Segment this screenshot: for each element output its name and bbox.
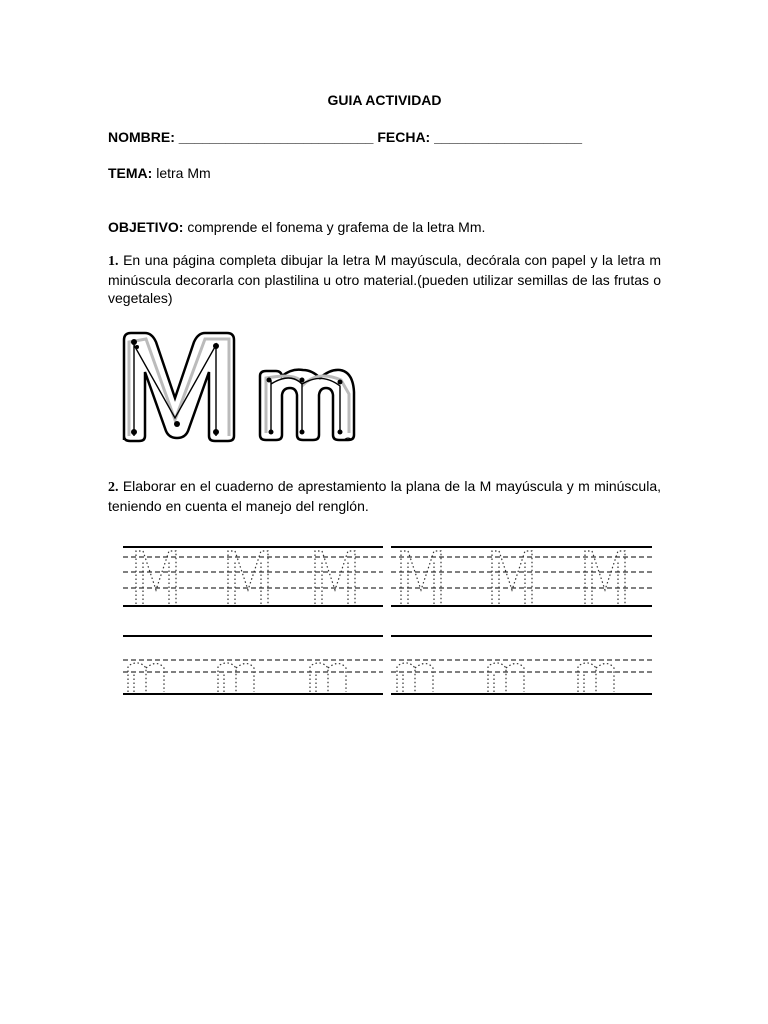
nombre-blank: _________________________ (178, 129, 374, 145)
objetivo-line (108, 218, 661, 236)
uppercase-trace-letter (136, 551, 176, 604)
item-2 (108, 477, 661, 515)
item-1 (108, 251, 661, 307)
tema-line (108, 164, 661, 182)
lowercase-m-outline (260, 370, 354, 440)
lowercase-m-dots (267, 378, 353, 441)
item-2-number: 2. (108, 480, 119, 495)
fecha-blank: ___________________ (434, 129, 583, 145)
uppercase-trace-letters (136, 551, 625, 604)
uppercase-m-outline (124, 333, 234, 441)
tema-label: TEMA: (108, 165, 153, 181)
lowercase-trace-letter (310, 663, 346, 692)
uppercase-trace-letter (585, 551, 625, 604)
tema-value: letra Mm (156, 165, 211, 181)
uppercase-practice-row (123, 547, 652, 606)
nombre-label: NOMBRE: (108, 129, 175, 145)
uppercase-trace-letter (228, 551, 268, 604)
objetivo-label: OBJETIVO: (108, 219, 184, 235)
lowercase-practice-row (123, 636, 652, 694)
uppercase-m-dots (131, 339, 219, 435)
nombre-fecha-line (108, 128, 661, 146)
objetivo-value: comprende el fonema y grafema de la letra Mm. (187, 219, 486, 235)
lowercase-trace-letters (128, 663, 614, 692)
uppercase-trace-letter (315, 551, 355, 604)
item-1-text: En una página completa dibujar la letra M mayúscula, decórala con papel y la letra m minúscula decorarla con plastilina u otro material.(pueden utilizar semillas de las frutas o vegetales) (108, 252, 662, 306)
fecha-label: FECHA: (377, 129, 431, 145)
lowercase-trace-letter (397, 663, 433, 692)
lowercase-trace-letter (218, 663, 254, 692)
lowercase-trace-letter (488, 663, 524, 692)
item-1-number: 1. (108, 254, 119, 269)
item-2-text: Elaborar en el cuaderno de aprestamiento la plana de la M mayúscula y m minúscula, teniendo en cuenta el manejo del renglón. (108, 478, 661, 514)
lowercase-trace-letter (578, 663, 614, 692)
page-title: GUIA ACTIVIDAD (327, 92, 442, 108)
uppercase-trace-letter (492, 551, 532, 604)
lowercase-trace-letter (128, 663, 164, 692)
uppercase-trace-letter (401, 551, 441, 604)
